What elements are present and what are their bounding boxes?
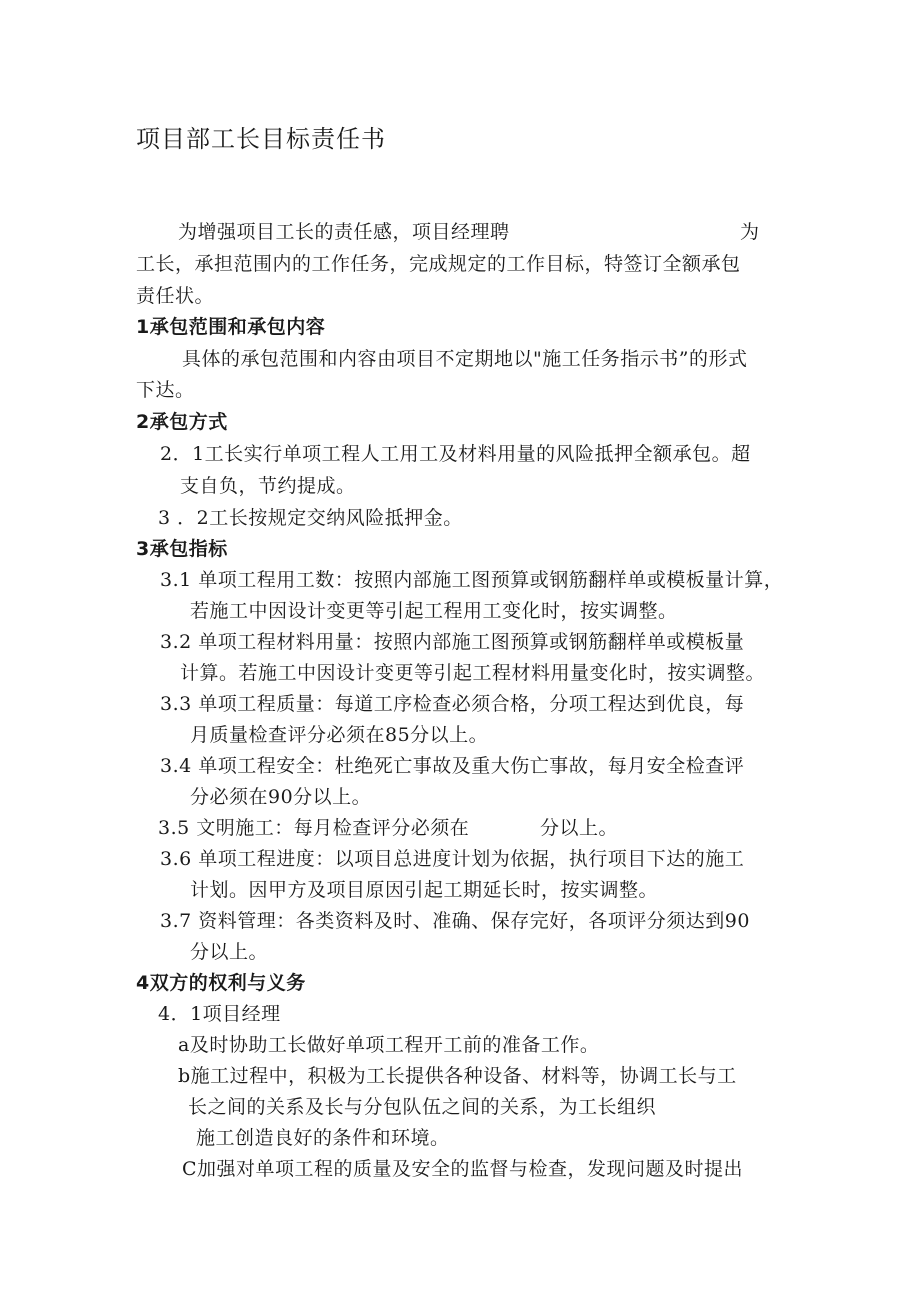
section-1-heading: 1承包范围和承包内容 bbox=[136, 316, 326, 338]
intro-line-1a: 为增强项目工长的责任感，项目经理聘 bbox=[178, 221, 510, 243]
section-4-item-b-line-3: 施工创造良好的条件和环境。 bbox=[196, 1127, 450, 1149]
document-title: 项目部工长目标责任书 bbox=[136, 125, 386, 153]
section-3-item-4-line-2: 分必须在90分以上。 bbox=[190, 786, 372, 808]
section-4-item-a: a及时协助工长做好单项工程开工前的准备工作。 bbox=[178, 1034, 600, 1056]
section-4-subheading: 4．1项目经理 bbox=[158, 1003, 281, 1025]
intro-line-3: 责任状。 bbox=[136, 285, 215, 307]
section-2-item-2: 3 ．2工长按规定交纳风险抵押金。 bbox=[158, 507, 463, 529]
section-3-item-6-line-1: 3.6 单项工程进度：以项目总进度计划为依据，执行项目下达的施工 bbox=[160, 848, 745, 870]
section-1-line-2: 下达。 bbox=[136, 379, 195, 401]
section-2-heading: 2承包方式 bbox=[136, 411, 228, 433]
section-3-item-7-line-1: 3.7 资料管理：各类资料及时、准确、保存完好，各项评分须达到90 bbox=[160, 910, 750, 932]
section-3-item-7-line-2: 分以上。 bbox=[190, 941, 269, 963]
intro-line-2: 工长，承担范围内的工作任务，完成规定的工作目标，特签订全额承包 bbox=[136, 253, 741, 275]
section-4-item-b-line-2: 长之间的关系及长与分包队伍之间的关系，为工长组织 bbox=[188, 1096, 657, 1118]
section-4-item-b-line-1: b施工过程中，积极为工长提供各种设备、材料等，协调工长与工 bbox=[178, 1065, 737, 1087]
section-3-item-5a: 3.5 文明施工：每月检查评分必须在 bbox=[158, 817, 470, 839]
section-4-item-c-line-1: C加强对单项工程的质量及安全的监督与检查，发现问题及时提出 bbox=[182, 1158, 744, 1180]
section-3-item-1-line-2: 若施工中因设计变更等引起工程用工变化时，按实调整。 bbox=[190, 600, 678, 622]
section-3-item-5b: 分以上。 bbox=[540, 817, 619, 839]
intro-line-1b: 为 bbox=[740, 221, 760, 243]
section-3-heading: 3承包指标 bbox=[136, 538, 228, 560]
section-3-item-3-line-1: 3.3 单项工程质量：每道工序检查必须合格，分项工程达到优良，每 bbox=[160, 693, 745, 715]
section-2-item-1-line-1: 2．1工长实行单项工程人工用工及材料用量的风险抵押全额承包。超 bbox=[160, 443, 751, 465]
section-3-item-1-line-1: 3.1 单项工程用工数：按照内部施工图预算或钢筋翻样单或模板量计算， bbox=[160, 569, 784, 591]
section-3-item-6-line-2: 计划。因甲方及项目原因引起工期延长时，按实调整。 bbox=[190, 879, 659, 901]
section-3-item-3-line-2: 月质量检查评分必须在85分以上。 bbox=[190, 724, 489, 746]
section-1-line-1: 具体的承包范围和内容由项目不定期地以"施工任务指示书”的形式 bbox=[182, 348, 748, 370]
section-3-item-4-line-1: 3.4 单项工程安全：杜绝死亡事故及重大伤亡事故，每月安全检查评 bbox=[160, 755, 745, 777]
section-4-heading: 4双方的权利与义务 bbox=[136, 972, 306, 994]
section-3-item-2-line-2: 计算。若施工中因设计变更等引起工程材料用量变化时，按实调整。 bbox=[180, 662, 766, 684]
section-3-item-2-line-1: 3.2 单项工程材料用量：按照内部施工图预算或钢筋翻样单或模板量 bbox=[160, 631, 745, 653]
section-2-item-1-line-2: 支自负，节约提成。 bbox=[180, 475, 356, 497]
